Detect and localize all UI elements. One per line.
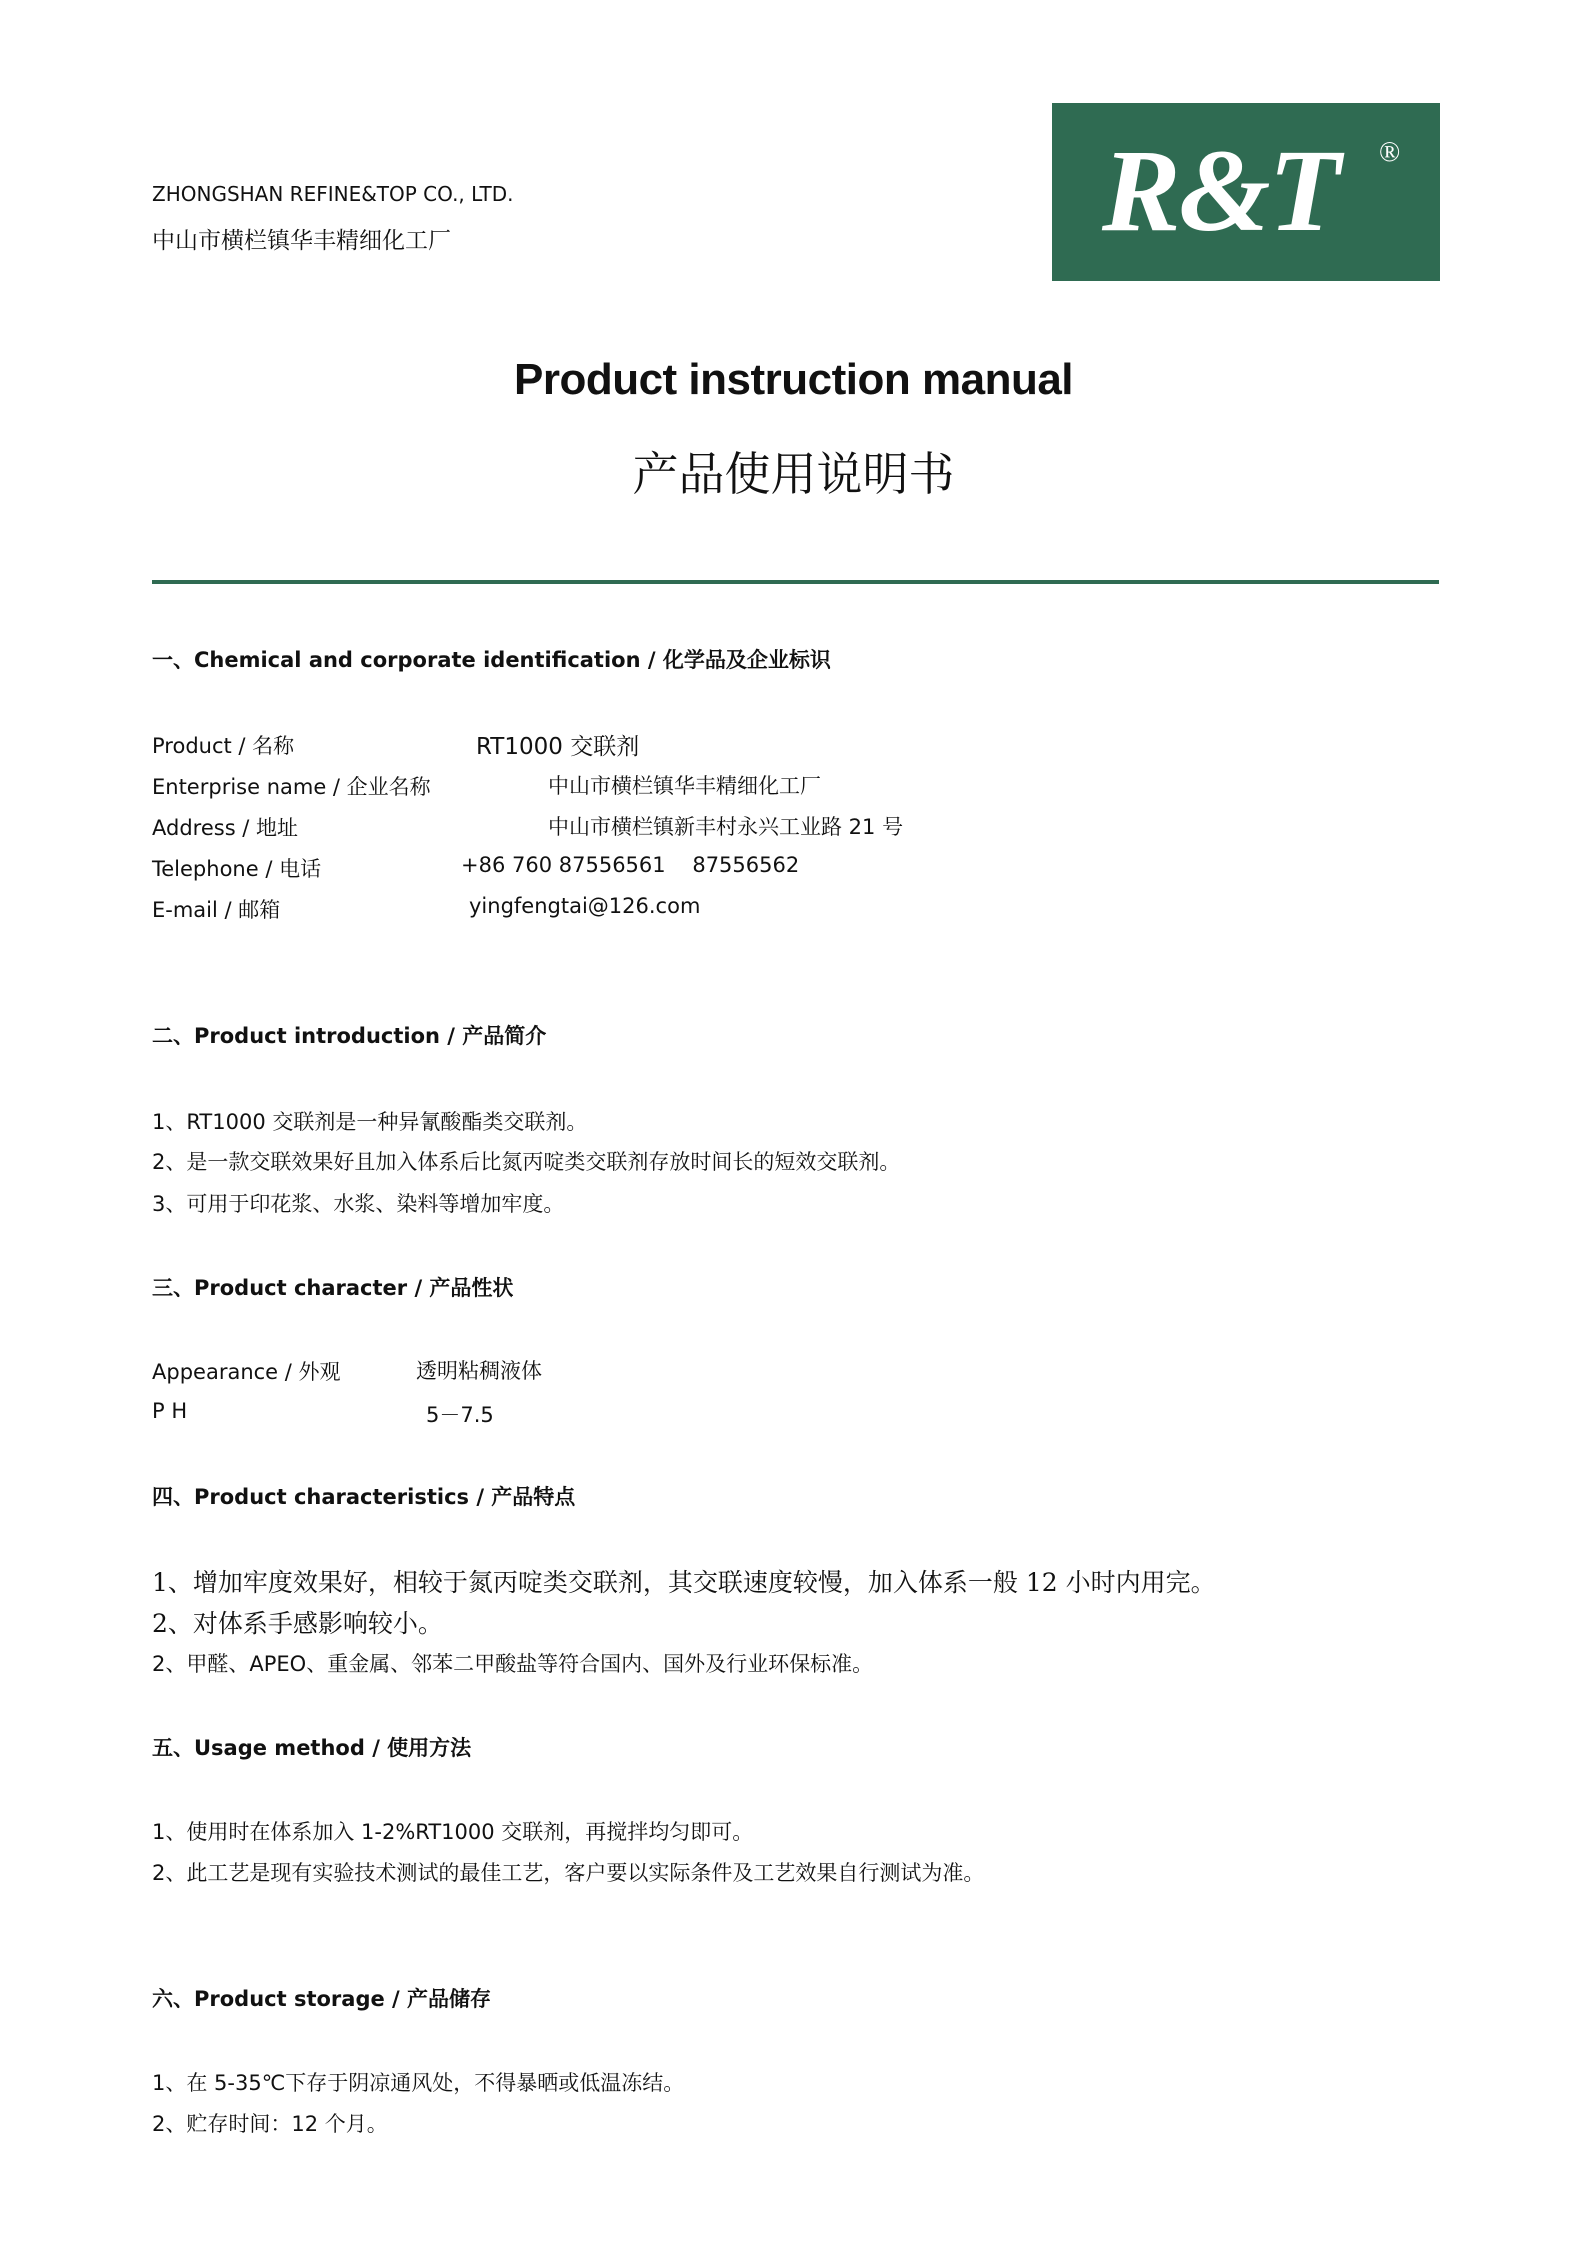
page-title-en: Product instruction manual bbox=[513, 355, 1074, 404]
telephone-value: +86 760 87556561 87556562 bbox=[461, 853, 800, 877]
section-heading-introduction: 二、Product introduction / 产品简介 bbox=[152, 1024, 547, 1048]
list-item: 1、使用时在体系加入 1-2%RT1000 交联剂，再搅拌均匀即可。 bbox=[152, 1820, 754, 1844]
enterprise-label: Enterprise name / 企业名称 bbox=[152, 775, 431, 799]
email-label: E-mail / 邮箱 bbox=[152, 898, 281, 922]
title-divider bbox=[152, 580, 1439, 584]
address-value: 中山市横栏镇新丰村永兴工业路 21 号 bbox=[548, 815, 904, 839]
appearance-label: Appearance / 外观 bbox=[152, 1360, 341, 1384]
list-item: 1、在 5-35℃下存于阴凉通风处，不得暴晒或低温冻结。 bbox=[152, 2071, 685, 2095]
email-value: yingfengtai@126.com bbox=[469, 894, 701, 918]
product-label: Product / 名称 bbox=[152, 734, 295, 758]
list-item: 2、是一款交联效果好且加入体系后比氮丙啶类交联剂存放时间长的短效交联剂。 bbox=[152, 1150, 901, 1174]
list-item: 2、贮存时间：12 个月。 bbox=[152, 2112, 388, 2136]
page-title-cn: 产品使用说明书 bbox=[632, 447, 955, 501]
appearance-value: 透明粘稠液体 bbox=[416, 1359, 542, 1383]
section-heading-characteristics: 四、Product characteristics / 产品特点 bbox=[152, 1485, 576, 1509]
company-logo bbox=[1052, 103, 1440, 281]
enterprise-value: 中山市横栏镇华丰精细化工厂 bbox=[548, 774, 821, 798]
section-heading-usage: 五、Usage method / 使用方法 bbox=[152, 1736, 472, 1760]
registered-mark-icon: ® bbox=[1379, 137, 1401, 168]
telephone-label: Telephone / 电话 bbox=[152, 857, 322, 881]
section-heading-character: 三、Product character / 产品性状 bbox=[152, 1276, 514, 1300]
list-item: 2、对体系手感影响较小。 bbox=[152, 1609, 443, 1638]
list-item: 2、此工艺是现有实验技术测试的最佳工艺，客户要以实际条件及工艺效果自行测试为准。 bbox=[152, 1861, 985, 1885]
ph-value: 5－7.5 bbox=[426, 1403, 494, 1427]
section-heading-identification: 一、Chemical and corporate identification / 化学品及企业标识 bbox=[152, 648, 831, 672]
address-label: Address / 地址 bbox=[152, 816, 299, 840]
company-name-en: ZHONGSHAN REFINE&TOP CO., LTD. bbox=[152, 182, 514, 206]
section-heading-storage: 六、Product storage / 产品储存 bbox=[152, 1987, 492, 2011]
product-value: RT1000 交联剂 bbox=[476, 734, 640, 760]
list-item: 1、RT1000 交联剂是一种异氰酸酯类交联剂。 bbox=[152, 1110, 588, 1134]
company-name-cn: 中山市横栏镇华丰精细化工厂 bbox=[152, 228, 451, 254]
list-item: 2、甲醛、APEO、重金属、邻苯二甲酸盐等符合国内、国外及行业环保标准。 bbox=[152, 1652, 874, 1676]
list-item: 3、可用于印花浆、水浆、染料等增加牢度。 bbox=[152, 1192, 565, 1216]
ph-label: P H bbox=[152, 1399, 188, 1423]
logo-text: R&T bbox=[1102, 125, 1339, 256]
list-item: 1、增加牢度效果好，相较于氮丙啶类交联剂，其交联速度较慢，加入体系一般 12 小时内用完。 bbox=[152, 1568, 1216, 1597]
